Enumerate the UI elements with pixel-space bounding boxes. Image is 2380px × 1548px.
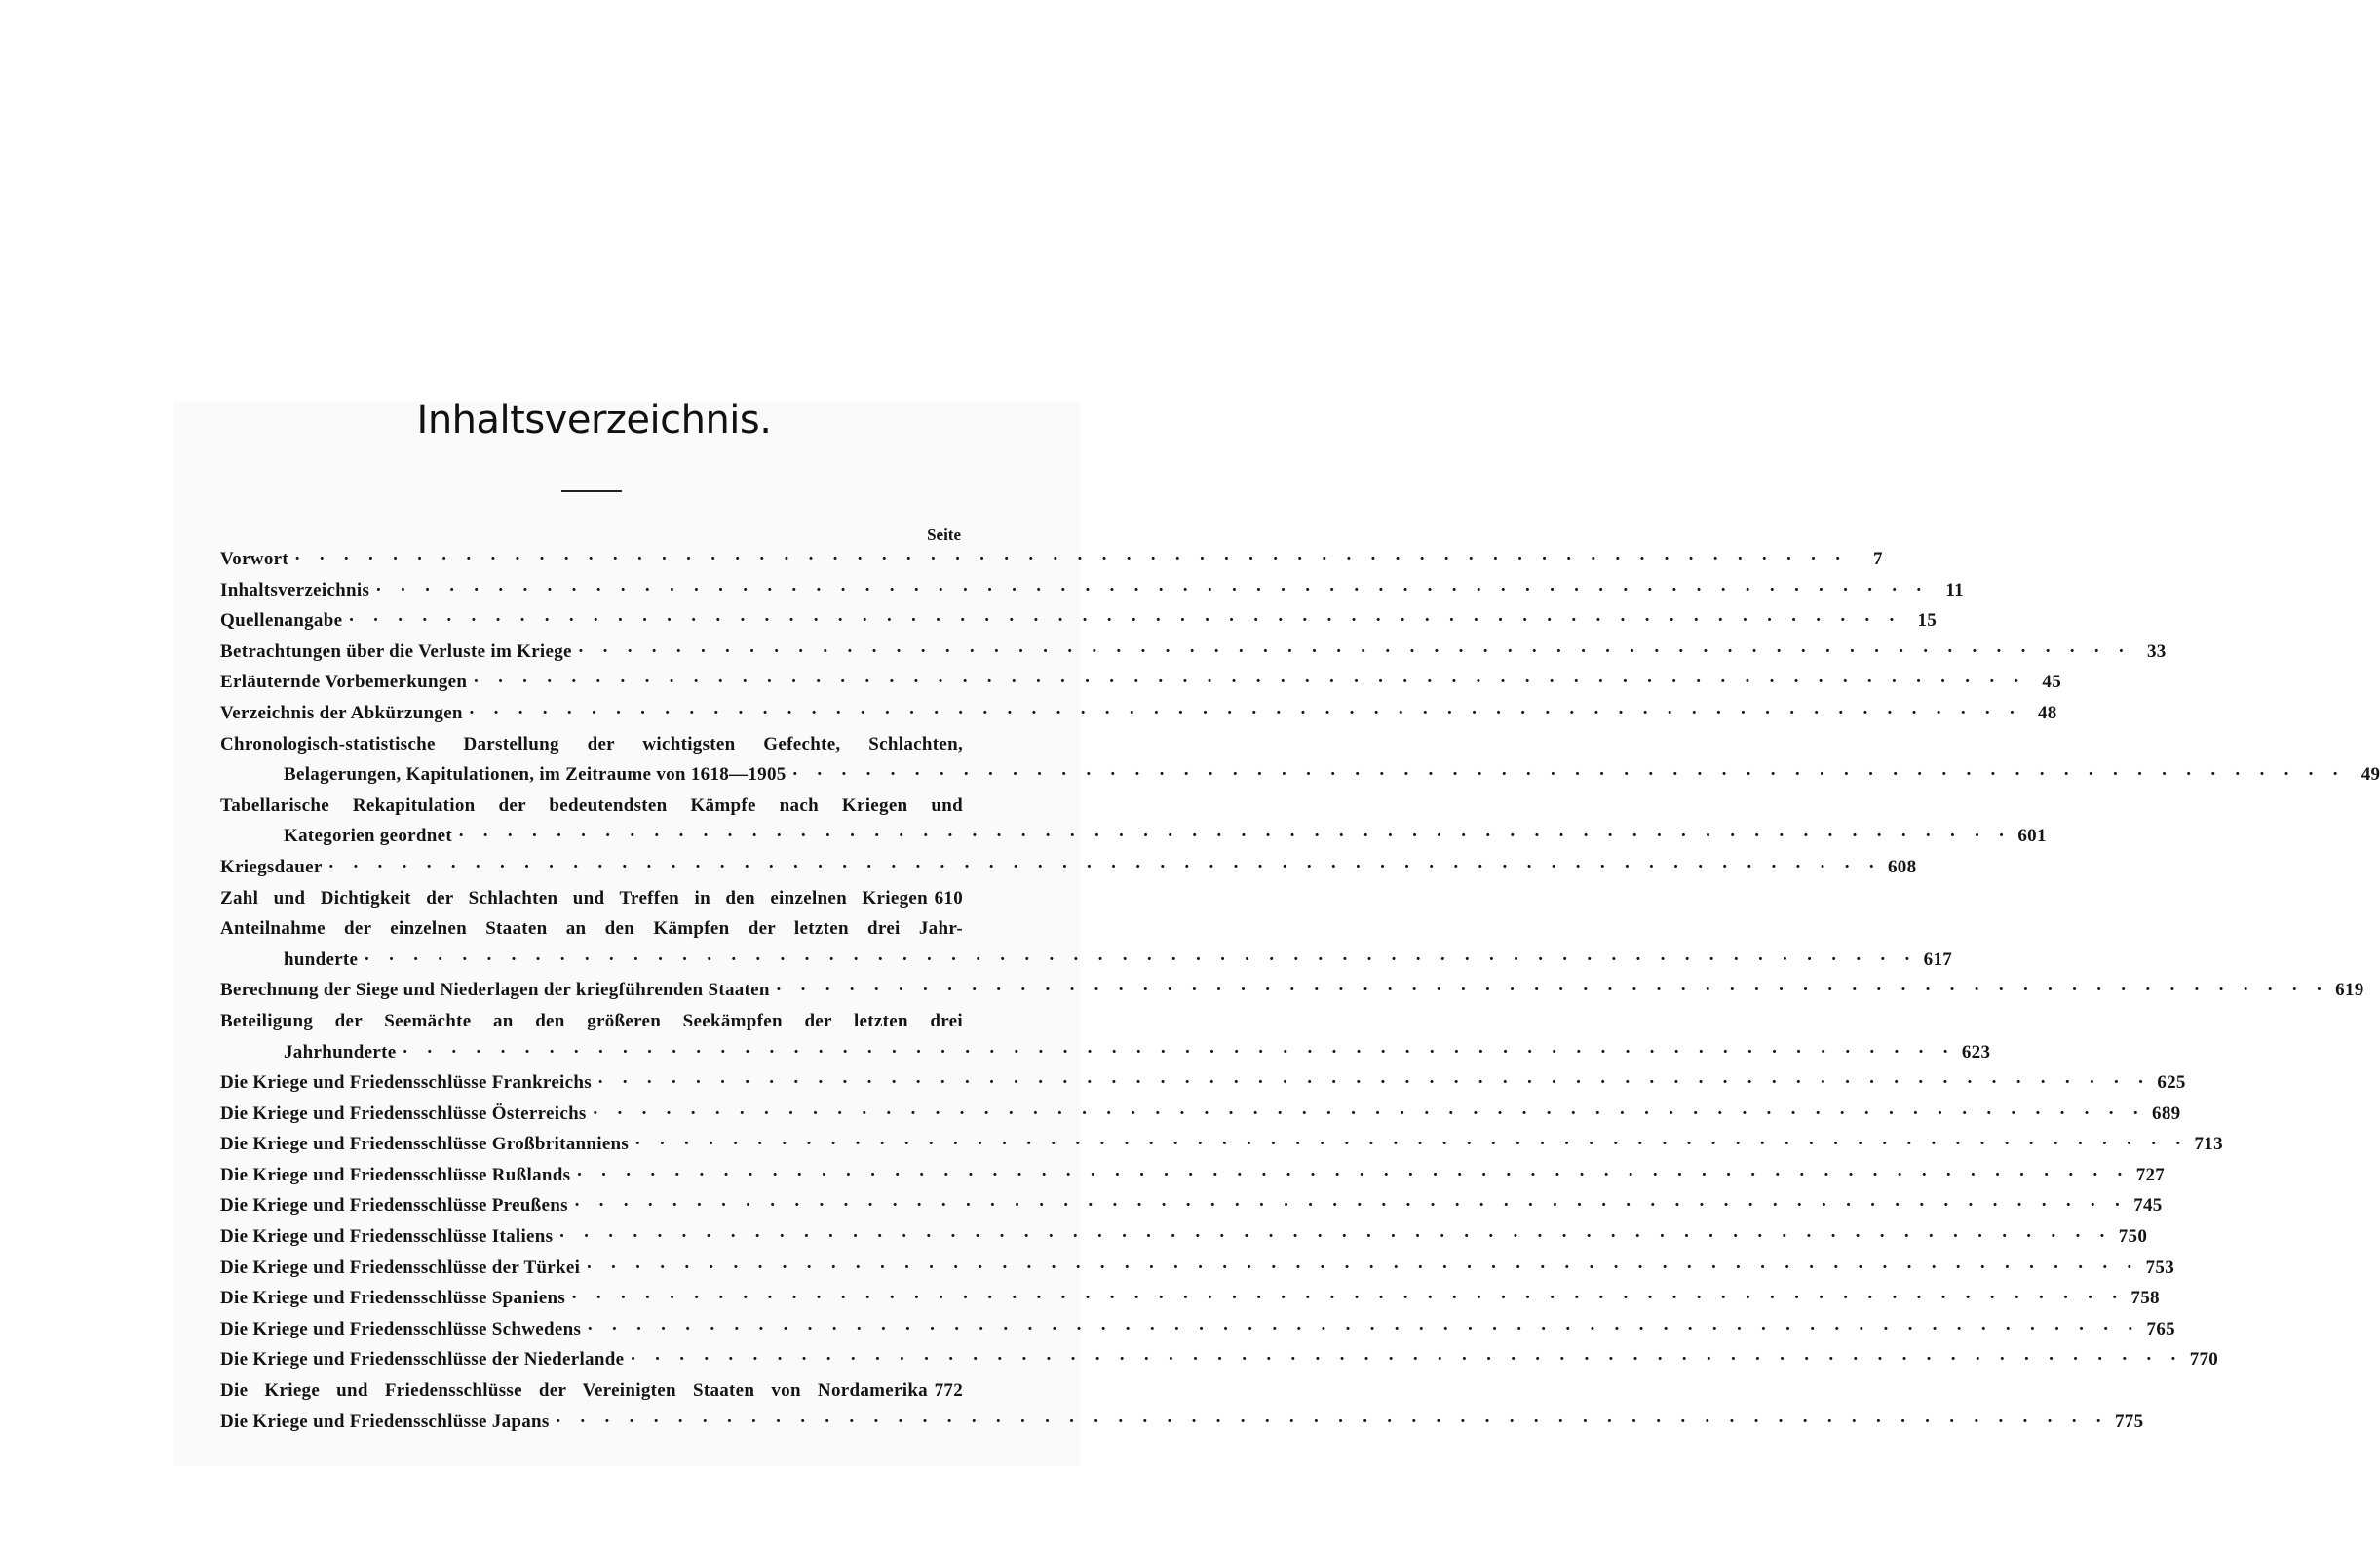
toc-entry-page: 625 [2157, 1072, 2186, 1094]
toc-entry-first-line[interactable] [220, 791, 963, 822]
toc-entry-title: Verzeichnis der Abkürzungen [220, 702, 463, 723]
toc-entry-title: Beteiligung der Seemächte an den größeren Seekämpfen der letzten drei [220, 1010, 963, 1031]
toc-entry-page: 617 [1923, 948, 1953, 970]
toc-entry-title: hunderte [284, 948, 359, 970]
toc-entry-page: 33 [2146, 640, 2167, 662]
toc-entry-title: Die Kriege und Friedensschlüsse der Türkei [220, 1257, 581, 1278]
toc-entry[interactable] [220, 544, 1883, 575]
toc-entry-page: 45 [2042, 672, 2062, 693]
toc-entry[interactable] [220, 1221, 2148, 1253]
dot-leader [556, 1407, 2109, 1438]
toc-entry[interactable] [220, 1190, 2163, 1221]
page-column-label: Seite [927, 525, 961, 544]
toc-entry-page: 713 [2194, 1134, 2223, 1155]
dot-leader [294, 544, 1848, 575]
toc-entry-continuation[interactable] [220, 1037, 1991, 1068]
toc-entry-page: 623 [1961, 1041, 1991, 1063]
toc-entry-page: 775 [2114, 1411, 2144, 1432]
toc-entry[interactable] [220, 667, 2062, 698]
dot-leader [348, 605, 1901, 637]
toc-entry-page: 765 [2146, 1318, 2175, 1339]
title-divider [561, 490, 622, 492]
dot-leader [458, 821, 2012, 852]
toc-entry[interactable] [220, 575, 1964, 606]
dot-leader [574, 1190, 2128, 1221]
toc-entry[interactable] [220, 852, 1917, 883]
toc-entry[interactable] [220, 1160, 2166, 1191]
toc-entry-title: Die Kriege und Friedensschlüsse Frankreichs [220, 1072, 592, 1094]
dot-leader [593, 1099, 2146, 1130]
toc-entry-page: 772 [934, 1380, 963, 1402]
toc-entry-title: Die Kriege und Friedensschlüsse Österreichs [220, 1103, 587, 1124]
toc-entry-title: Die Kriege und Friedensschlüsse Großbritanniens [220, 1134, 630, 1155]
toc-entry-title: Die Kriege und Friedensschlüsse Schwedens [220, 1318, 582, 1339]
toc-entry[interactable] [220, 1067, 2186, 1099]
toc-entry-title: Die Kriege und Friedensschlüsse Italiens [220, 1226, 554, 1248]
toc-entry-title: Kategorien geordnet [284, 826, 452, 847]
toc-entry-title: Die Kriege und Friedensschlüsse Preußens [220, 1195, 568, 1217]
toc-entry-first-line[interactable] [220, 913, 963, 945]
toc-entry-page: 49 [2361, 764, 2380, 786]
toc-entry-title: Die Kriege und Friedensschlüsse Rußlands [220, 1164, 571, 1185]
dot-leader [375, 575, 1929, 606]
table-of-contents [220, 544, 2380, 1437]
toc-entry-title: Inhaltsverzeichnis [220, 579, 370, 600]
dot-leader [634, 1129, 2188, 1160]
toc-entry-page: 758 [2130, 1288, 2160, 1309]
toc-entry[interactable] [220, 605, 1938, 637]
toc-entry-title: Die Kriege und Friedensschlüsse der Vereinigten Staaten von Nordamerika [220, 1380, 928, 1402]
dot-leader [576, 1160, 2130, 1191]
toc-entry[interactable] [220, 1407, 2144, 1438]
toc-entry[interactable] [220, 1344, 2219, 1375]
dot-leader [328, 852, 1882, 883]
dot-leader [571, 1283, 2125, 1314]
page-title: Inhaltsverzeichnis. [416, 398, 772, 443]
toc-entry-page: 770 [2189, 1349, 2219, 1371]
toc-entry-page: 608 [1888, 856, 1917, 877]
toc-entry-title: Jahrhunderte [284, 1041, 397, 1063]
toc-entry-first-line[interactable] [220, 729, 963, 760]
dot-leader [364, 945, 1917, 976]
dot-leader [473, 667, 2026, 698]
toc-entry-page: 15 [1917, 610, 1938, 632]
toc-entry-continuation[interactable] [220, 759, 2380, 791]
toc-entry-first-line[interactable] [220, 1006, 963, 1037]
toc-entry[interactable] [220, 1314, 2175, 1345]
toc-entry-title: Vorwort [220, 549, 288, 569]
toc-entry-page: 619 [2335, 980, 2364, 1001]
dot-leader [630, 1344, 2183, 1375]
toc-entry[interactable] [220, 1129, 2223, 1160]
toc-entry[interactable] [220, 698, 2057, 729]
toc-entry-continuation[interactable] [220, 821, 2047, 852]
toc-entry-page: 610 [934, 887, 963, 909]
toc-entry-title: Die Kriege und Friedensschlüsse Spaniens [220, 1288, 566, 1309]
toc-entry[interactable] [220, 1099, 2181, 1130]
toc-entry-page: 601 [2017, 826, 2047, 847]
toc-entry[interactable] [220, 1375, 963, 1407]
toc-entry-title: Berechnung der Siege und Niederlagen der kriegführenden Staaten [220, 980, 770, 1001]
toc-entry-page: 689 [2152, 1103, 2181, 1124]
toc-entry-title: Chronologisch-statistische Darstellung der wichtigsten Gefechte, Schlachten, [220, 733, 963, 755]
dot-leader [578, 637, 2131, 668]
dot-leader [586, 1253, 2139, 1284]
dot-leader [558, 1221, 2112, 1253]
toc-entry-title: Quellenangabe [220, 610, 343, 632]
toc-entry-page: 7 [1872, 549, 1883, 569]
toc-entry[interactable] [220, 883, 963, 914]
toc-entry[interactable] [220, 1253, 2174, 1284]
dot-leader [597, 1067, 2151, 1099]
toc-entry-title: Die Kriege und Friedensschlüsse Japans [220, 1411, 550, 1432]
toc-entry[interactable] [220, 637, 2167, 668]
toc-entry-title: Die Kriege und Friedensschlüsse der Niederlande [220, 1349, 625, 1371]
toc-entry-title: Anteilnahme der einzelnen Staaten an den Kämpfen der letzten drei Jahr- [220, 918, 963, 940]
toc-entry-title: Betrachtungen über die Verluste im Kriege [220, 640, 572, 662]
toc-entry-title: Belagerungen, Kapitulationen, im Zeitraume von 1618—1905 [284, 764, 787, 786]
dot-leader [469, 698, 2022, 729]
dot-leader [776, 975, 2329, 1006]
toc-entry-page: 745 [2133, 1195, 2163, 1217]
toc-entry-page: 11 [1945, 579, 1964, 600]
dot-leader [587, 1314, 2140, 1345]
toc-entry-continuation[interactable] [220, 945, 1953, 976]
toc-entry[interactable] [220, 1283, 2160, 1314]
toc-entry-title: Kriegsdauer [220, 856, 323, 877]
toc-entry-title: Tabellarische Rekapitulation der bedeutendsten Kämpfe nach Kriegen und [220, 794, 963, 816]
dot-leader [403, 1037, 1956, 1068]
toc-entry-title: Erläuternde Vorbemerkungen [220, 672, 468, 693]
toc-entry-page: 753 [2145, 1257, 2174, 1278]
toc-entry-title: Zahl und Dichtigkeit der Schlachten und Treffen in den einzelnen Kriegen [220, 887, 928, 909]
toc-entry-page: 727 [2135, 1164, 2166, 1185]
toc-entry-page: 48 [2037, 702, 2057, 723]
toc-entry-page: 750 [2118, 1226, 2148, 1248]
toc-entry[interactable] [220, 975, 2364, 1006]
dot-leader [792, 759, 2346, 791]
